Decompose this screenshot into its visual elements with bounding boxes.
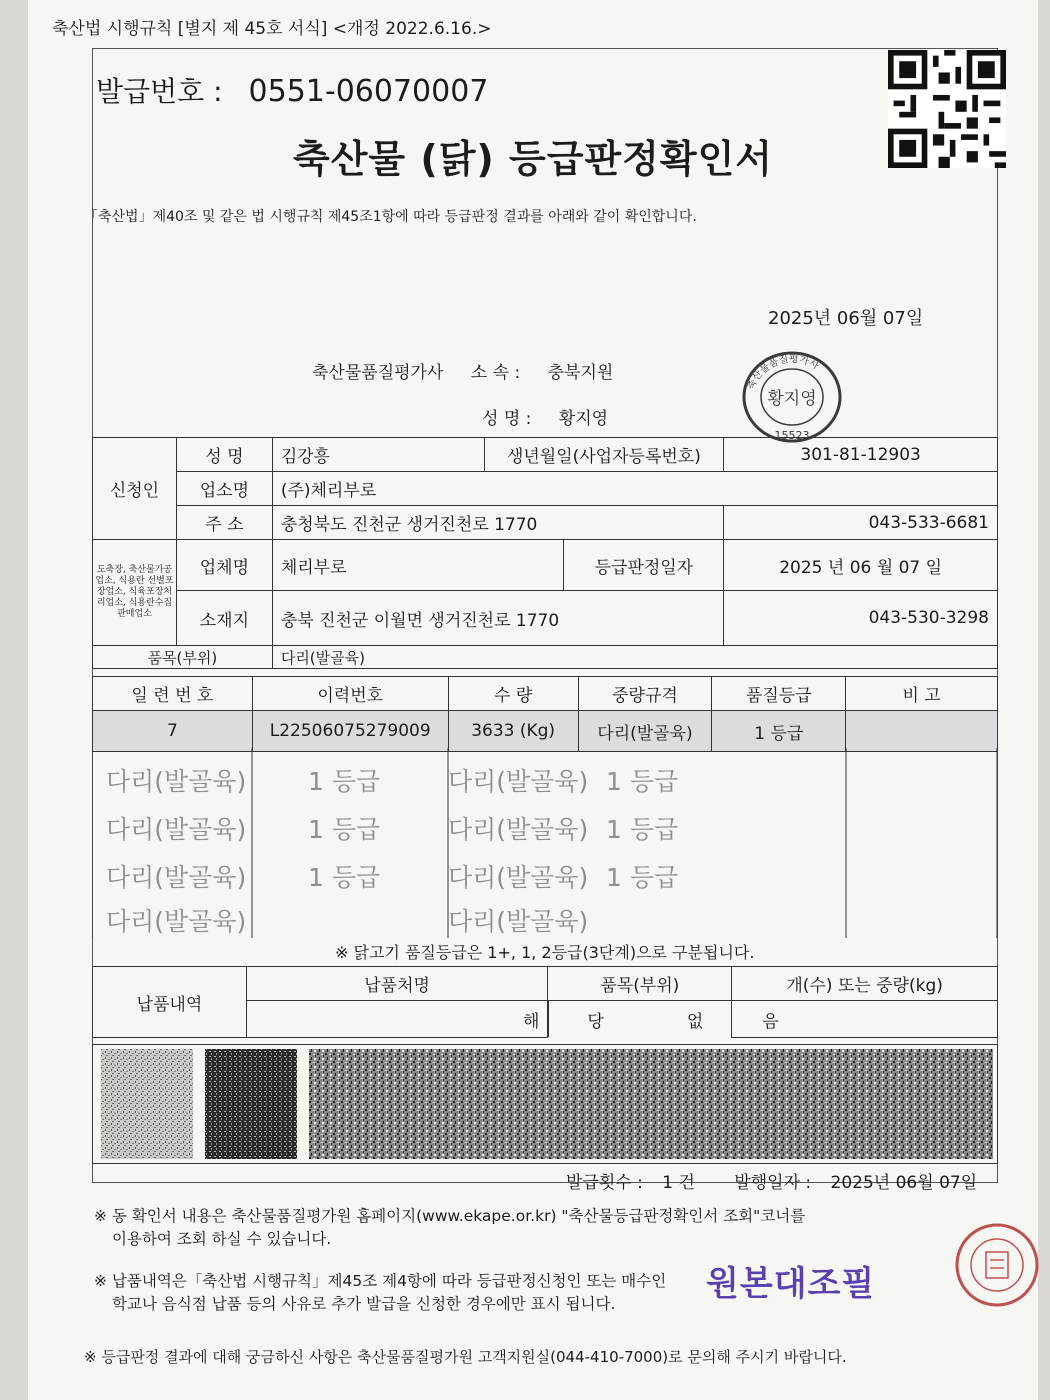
watermark-grade: 1 등급	[308, 815, 381, 844]
applicant-section-label: 신청인	[93, 438, 177, 540]
evaluator-name: 황지영	[558, 409, 609, 429]
issue-number-line	[96, 70, 488, 110]
delivery-col-name: 납품처명	[246, 967, 548, 1001]
affiliation-value: 충북지원	[547, 363, 614, 383]
issue-count: 1 건	[662, 1173, 695, 1193]
facility-location: 충북 진천군 이월면 생거진천로 1770	[272, 591, 723, 646]
business-label: 업체명	[176, 540, 272, 591]
delivery-none-cell	[548, 1001, 731, 1037]
watermark-grade: 1 등급	[308, 767, 381, 796]
applicant-table	[92, 437, 998, 669]
delivery-label: 납품내역	[93, 967, 247, 1038]
evaluator-seal-icon	[740, 348, 844, 446]
grade-watermark-area	[92, 748, 998, 938]
watermark-part: 다리(발골육)	[106, 767, 247, 796]
judgment-date: 2025 년 06 월 07 일	[724, 540, 998, 591]
watermark-part: 다리(발골육)	[448, 863, 589, 892]
col-grade: 품질등급	[712, 677, 846, 711]
watermark-part: 다리(발골육)	[106, 815, 247, 844]
evaluator-affiliation	[312, 358, 635, 383]
company-label: 업소명	[176, 472, 272, 506]
delivery-col-item: 품목(부위)	[548, 967, 732, 1001]
facility-phone: 043-530-3298	[724, 591, 998, 646]
evaluator-role: 축산물품질평가사	[312, 363, 444, 383]
col-trace: 이력번호	[252, 677, 448, 711]
page-title: 축산물 (닭) 등급판정확인서	[293, 137, 773, 181]
issued-date: 2025년 06월 07일	[830, 1173, 978, 1193]
name-label: 성 명	[176, 438, 272, 472]
row-grade: 1 등급	[712, 711, 846, 752]
watermark-grade: 1 등급	[606, 767, 679, 796]
location-label: 소재지	[176, 591, 272, 646]
delivery-none-4: 음	[732, 1001, 998, 1038]
col-quantity: 수 량	[448, 677, 578, 711]
seal-name: 황지영	[767, 389, 817, 409]
footnote-2b: 학교나 음식점 납품 등의 사유로 추가 발급을 신청한 경우에만 표시 됩니다.	[112, 1295, 616, 1313]
seal-ring-text: 축산물품질평가사	[745, 353, 821, 392]
watermark-part: 다리(발골육)	[448, 907, 589, 936]
issue-number: 0551-06070007	[248, 74, 489, 109]
watermark-grade: 1 등급	[606, 863, 679, 892]
issue-label: 발급번호 :	[96, 75, 223, 108]
watermark-part: 다리(발골육)	[448, 767, 589, 796]
applicant-phone: 043-533-6681	[724, 506, 998, 540]
evaluator-name-label: 성 명 :	[482, 409, 532, 429]
delivery-none-2: 당	[587, 1011, 604, 1032]
footnote-3: ※ 등급판정 결과에 대해 궁금하신 사항은 축산물품질평가원 고객지원실(044-410-7000)로 문의해 주시기 바랍니다.	[84, 1348, 847, 1366]
issue-count-label: 발급횟수 :	[566, 1173, 643, 1193]
form-header: 축산법 시행규칙 [별지 제 45호 서식] <개정 2022.6.16.>	[52, 19, 492, 39]
facility-section-label: 도축장, 축산물가공업소, 식용란 선별포장업소, 식육포장처리업소, 식용란수집판매업소	[93, 540, 177, 646]
birth-label: 생년월일(사업자등록번호)	[484, 438, 724, 472]
row-note	[846, 711, 998, 752]
legal-statement: 「축산법」제40조 및 같은 법 시행규칙 제45조1항에 따라 등급판정 결과를 아래와 같이 확인합니다.	[84, 209, 697, 225]
affiliation-label: 소 속 :	[470, 363, 521, 383]
applicant-name: 김강흥	[272, 438, 484, 472]
grade-table	[92, 676, 998, 752]
watermark-part: 다리(발골육)	[448, 815, 589, 844]
col-serial: 일 련 번 호	[93, 677, 253, 711]
issued-date-label: 발행일자 :	[734, 1173, 812, 1193]
address-label: 주 소	[176, 506, 272, 540]
col-weight-spec: 중량규격	[578, 677, 712, 711]
svg-text:축산물품질평가사	[744, 352, 822, 392]
delivery-col-qty: 개(수) 또는 중량(kg)	[732, 967, 998, 1001]
company-name: (주)체리부로	[272, 472, 997, 506]
footnote-1b: 이용하여 조회 하실 수 있습니다.	[112, 1230, 332, 1248]
row-trace: L22506075279009	[252, 711, 448, 752]
delivery-none-1: 해	[246, 1001, 548, 1038]
watermark-grade: 1 등급	[606, 815, 679, 844]
row-serial: 7	[93, 711, 253, 752]
company-seal-icon	[952, 1210, 1042, 1320]
watermark-grade: 1 등급	[308, 863, 381, 892]
col-note: 비 고	[846, 677, 998, 711]
judgment-date-label: 등급판정일자	[564, 540, 724, 591]
issue-summary	[566, 1168, 991, 1193]
watermark-part: 다리(발골육)	[106, 907, 247, 936]
original-verified-stamp: 원본대조필	[706, 1264, 876, 1304]
row-weight-spec: 다리(발골육)	[578, 711, 712, 752]
item-label: 품목(부위)	[93, 646, 273, 669]
evaluator-name-line	[482, 404, 630, 429]
watermark-part: 다리(발골육)	[106, 863, 247, 892]
seal-number: 15523	[774, 429, 810, 442]
footnote-1: ※ 동 확인서 내용은 축산물품질평가원 홈페이지(www.ekape.or.kr) "축산물등급판정확인서 조회"코너를	[94, 1207, 806, 1225]
delivery-none-3: 없	[686, 1011, 704, 1032]
footnote-2: ※ 납품내역은「축산법 시행규칙」제45조 제4항에 따라 등급판정신청인 또는 매수인	[94, 1272, 667, 1290]
delivery-table	[92, 966, 998, 1038]
grade-note: ※ 닭고기 품질등급은 1+, 1, 2등급(3단계)으로 구분됩니다.	[335, 943, 755, 962]
applicant-address: 충청북도 진천군 생거진천로 1770	[272, 506, 723, 540]
security-barcode-icon	[93, 1045, 999, 1165]
business-name: 체리부로	[272, 540, 564, 591]
issue-date: 2025년 06월 07일	[768, 308, 924, 329]
item-value: 다리(발골육)	[272, 646, 997, 669]
security-barcode-area	[92, 1044, 998, 1164]
registration-number: 301-81-12903	[724, 438, 998, 472]
row-quantity: 3633 (Kg)	[448, 711, 578, 752]
